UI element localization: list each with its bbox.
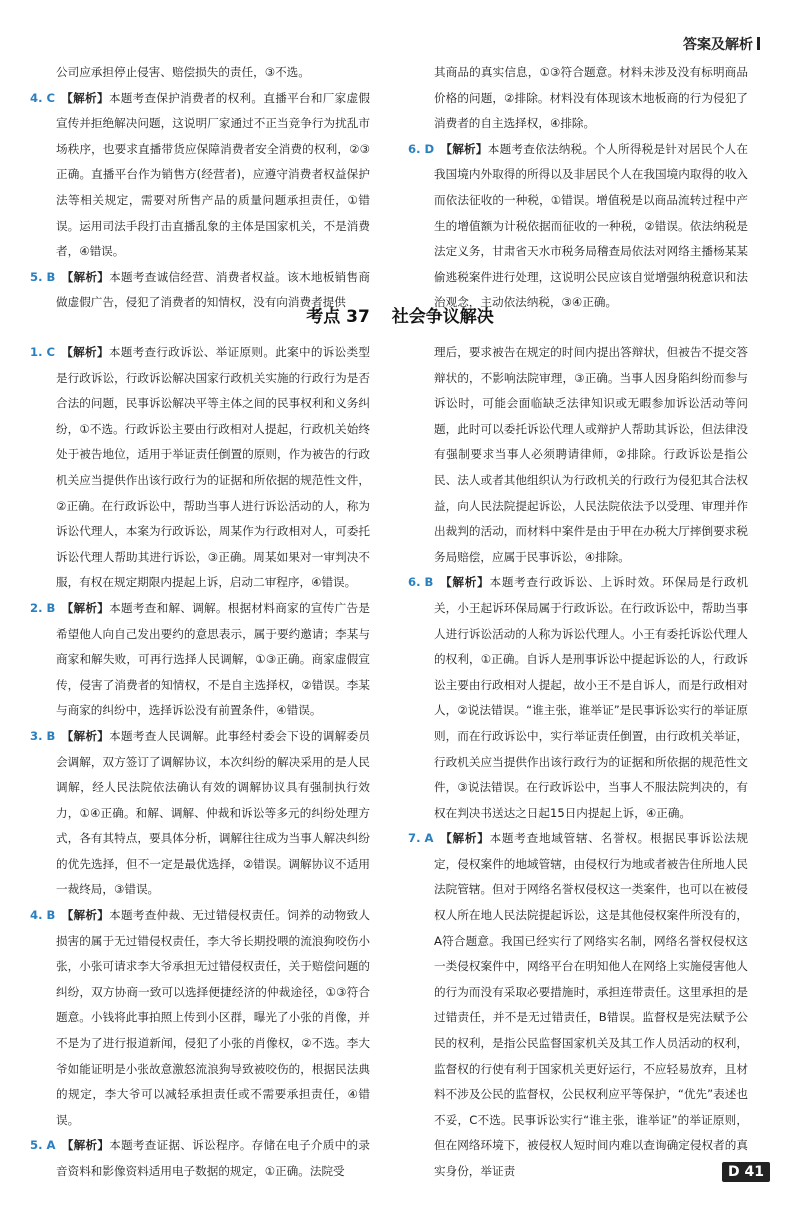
item-answer: D [424, 141, 435, 156]
item-text: 理后，要求被告在规定的时间内提出答辩状，但被告不提交答辩状的，不影响法院审理，③正确。当事人因身陷纠纷而参与诉讼时，可能会面临缺乏法律知识或无暇参加诉讼活动等问题，此时可以委托诉讼代理人或辩护人帮助其诉讼，但法律没有强制要求当事人必须聘请律师，②排除。行政诉讼是指公民、法人或者其他组织认为行政机关的行政行为侵犯其合法权益，向人民法院提起诉讼，人民法院依法予以受理、审理并作出裁判的活动，而材料中案件是由于甲在办税大厅摔倒要求税务局赔偿，应属于民事诉讼，④排除。 [434, 345, 748, 564]
running-header: 答案及解析 [683, 34, 760, 54]
item-answer: B [424, 575, 434, 590]
item-text: 本题考查保护消费者的权利。直播平台和厂家虚假宣传并拒绝解决问题，这说明厂家通过不正当竞争行为扰乱市场秩序，也要求直播带货应保障消费者安全消费的权利，②③正确。直播平台作为销售方(经营者)，应遵守消费者权益保护法等相关规定，需要对所售产品的质量问题承担责任，①错误。运用司法手段打击直播乱象的主体是国家机关，不是消费者，④错误。 [56, 90, 370, 259]
item-number: 6. [408, 575, 421, 590]
answer-item [30, 596, 370, 724]
lower-right-column [408, 340, 748, 1185]
item-answer: B [46, 728, 56, 743]
answer-item [30, 903, 370, 1133]
answer-item [408, 340, 748, 570]
item-number: 3. [30, 728, 43, 743]
item-number: 4. [30, 90, 43, 105]
section-heading: 社会争议解决 [391, 307, 494, 327]
item-answer: B [46, 600, 56, 615]
item-tag: 【解析】 [61, 90, 109, 105]
item-answer: A [46, 1138, 56, 1153]
item-text: 其商品的真实信息，①③符合题意。材料未涉及没有标明商品价格的问题，②排除。材料没有体现该木地板商的行为侵犯了消费者的自主选择权，④排除。 [434, 65, 748, 131]
answer-item [408, 60, 748, 137]
item-number: 4. [30, 908, 43, 923]
answer-item [408, 570, 748, 826]
item-tag: 【解析】 [439, 575, 490, 590]
answer-item [408, 826, 748, 1184]
item-number: 2. [30, 600, 43, 615]
item-text: 本题考查诚信经营、消费者权益。该木地板销售商做虚假广告，侵犯了消费者的知情权，没有向消费者提供 [56, 269, 370, 310]
answer-item [408, 137, 748, 316]
item-answer: B [46, 269, 56, 284]
section-label: 考点 37 [306, 307, 370, 327]
item-tag: 【解析】 [61, 345, 109, 359]
item-tag: 【解析】 [61, 600, 110, 615]
item-tag: 【解析】 [61, 728, 110, 743]
item-number: 6. [408, 141, 421, 156]
item-text: 本题考查人民调解。此事经村委会下设的调解委员会调解，双方签订了调解协议，本次纠纷的解决采用的是人民调解，经人民法院依法确认有效的调解协议具有强制执行效力，①④正确。和解、调解、仲裁和诉讼等多元的纠纷处理方式，各有其特点，要具体分析，调解往往成为当事人解决纠纷的优先选择，但不一定是最优选择，②错误。调解协议不适用一裁终局，③错误。 [56, 728, 370, 897]
item-tag: 【解析】 [61, 908, 110, 923]
item-text: 本题考查仲裁、无过错侵权责任。饲养的动物致人损害的属于无过错侵权责任，李大爷长期投喂的流浪狗咬伤小张，小张可请求李大爷承担无过错侵权责任，关于赔偿问题的纠纷，双方协商一致可以选择便捷经济的仲裁途径，①③符合题意。小钱将此事拍照上传到小区群，曝光了小张的肖像，并不是为了进行报道新闻，侵犯了小张的肖像权，②不选。李大爷如能证明是小张故意激怒流浪狗导致被咬伤的，根据民法典的规定，李大爷可以减轻承担责任或不需要承担责任，④错误。 [56, 908, 370, 1127]
item-number: 5. [30, 269, 43, 284]
item-text: 公司应承担停止侵害、赔偿损失的责任，③不选。 [56, 65, 310, 79]
answer-item [30, 60, 370, 86]
item-tag: 【解析】 [440, 141, 488, 156]
section-title [0, 302, 800, 327]
item-text: 本题考查和解、调解。根据材料商家的宣传广告是希望他人向自己发出要约的意思表示，属于要约邀请；李某与商家和解失败，可再行选择人民调解，①③正确。商家虚假宣传，侵害了消费者的知情权，不是自主选择权，②错误。李某与商家的纠纷中，选择诉讼没有前置条件，④错误。 [56, 600, 370, 718]
answer-item [30, 86, 370, 265]
page-number: D 41 [722, 1162, 770, 1182]
item-tag: 【解析】 [439, 831, 490, 846]
item-text: 本题考查行政诉讼、举证原则。此案中的诉讼类型是行政诉讼，行政诉讼解决国家行政机关实施的行政行为是否合法的问题，民事诉讼解决平等主体之间的民事权利和义务纠纷，①不选。行政诉讼主要由行政相对人提起，行政机关始终处于被告地位，适用于举证责任倒置的原则，作为被告的行政机关应当提供作出该行政行为的证据和所依据的规范性文件，②正确。在行政诉讼中，帮助当事人进行诉讼活动的人，称为诉讼代理人，本案为行政诉讼，周某作为行政相对人，可委托诉讼代理人帮助其进行诉讼，③正确。周某如果对一审判决不服，有权在规定期限内提起上诉，启动二审程序，④错误。 [56, 345, 370, 590]
answer-item [30, 340, 370, 596]
item-number: 5. [30, 1138, 43, 1153]
item-tag: 【解析】 [61, 1138, 110, 1153]
lower-left-column [30, 340, 370, 1185]
item-answer: A [424, 831, 434, 846]
item-text: 本题考查地域管辖、名誉权。根据民事诉讼法规定，侵权案件的地域管辖，由侵权行为地或者被告住所地人民法院管辖。但对于网络名誉权侵权这一类案件，也可以在被侵权人所在地人民法院提起诉讼，这是其他侵权案件所没有的，A符合题意。我国已经实行了网络实名制，网络名誉权侵权这一类侵权案件中，网络平台在明知他人在网络上实施侵害他人的行为而没有采取必要措施时，承担连带责任。这里承担的是过错责任，并不是无过错责任，B错误。监督权是宪法赋予公民的权利，是指公民监督国家机关及其工作人员活动的权利，监督权的行使有利于国家机关更好运行，不应轻易放弃，且材料不涉及公民的监督权，公民权利应平等保护，“优先”表述也不妥，C不选。民事诉讼实行“谁主张，谁举证”的举证原则，但在网络环境下，被侵权人短时间内难以查询确定侵权者的真实身份，举证责 [434, 831, 748, 1178]
item-text: 本题考查行政诉讼、上诉时效。环保局是行政机关，小王起诉环保局属于行政诉讼。在行政诉讼中，帮助当事人进行诉讼活动的人称为诉讼代理人。小王有委托诉讼代理人的权利，①正确。自诉人是刑事诉讼中提起诉讼的人，行政诉讼主要由行政相对人提起，故小王不是自诉人，而是行政相对人，②说法错误。“谁主张，谁举证”是民事诉讼实行的举证原则，而在行政诉讼中，实行举证责任倒置，由行政机关举证，行政机关应当提供作出该行政行为的证据和所依据的规范性文件，③说法错误。在行政诉讼中，当事人不服法院判决的，有权在判决书送达之日起15日内提起上诉，④正确。 [434, 575, 748, 820]
header-bar [757, 37, 760, 50]
item-number: 7. [408, 831, 421, 846]
item-tag: 【解析】 [61, 269, 110, 284]
item-answer: C [46, 345, 55, 359]
item-answer: C [46, 90, 55, 105]
item-text: 本题考查证据、诉讼程序。存储在电子介质中的录音资料和影像资料适用电子数据的规定，①正确。法院受 [56, 1138, 370, 1178]
top-right-column [408, 60, 748, 316]
item-answer: B [46, 908, 56, 923]
top-left-column [30, 60, 370, 316]
item-text: 本题考查依法纳税。个人所得税是针对居民个人在我国境内外取得的所得以及非居民个人在我国境内取得的收入而依法征收的一种税，①错误。增值税是以商品流转过程中产生的增值额为计税依据而征收的一种税，②错误。依法纳税是法定义务，甘肃省天水市税务局稽查局依法对网络主播杨某某偷逃税案件进行处理，这说明公民应该自觉增强纳税意识和法治观念，主动依法纳税，③④正确。 [434, 141, 748, 310]
item-number: 1. [30, 345, 43, 359]
answer-item [30, 724, 370, 903]
answer-item [30, 1133, 370, 1184]
